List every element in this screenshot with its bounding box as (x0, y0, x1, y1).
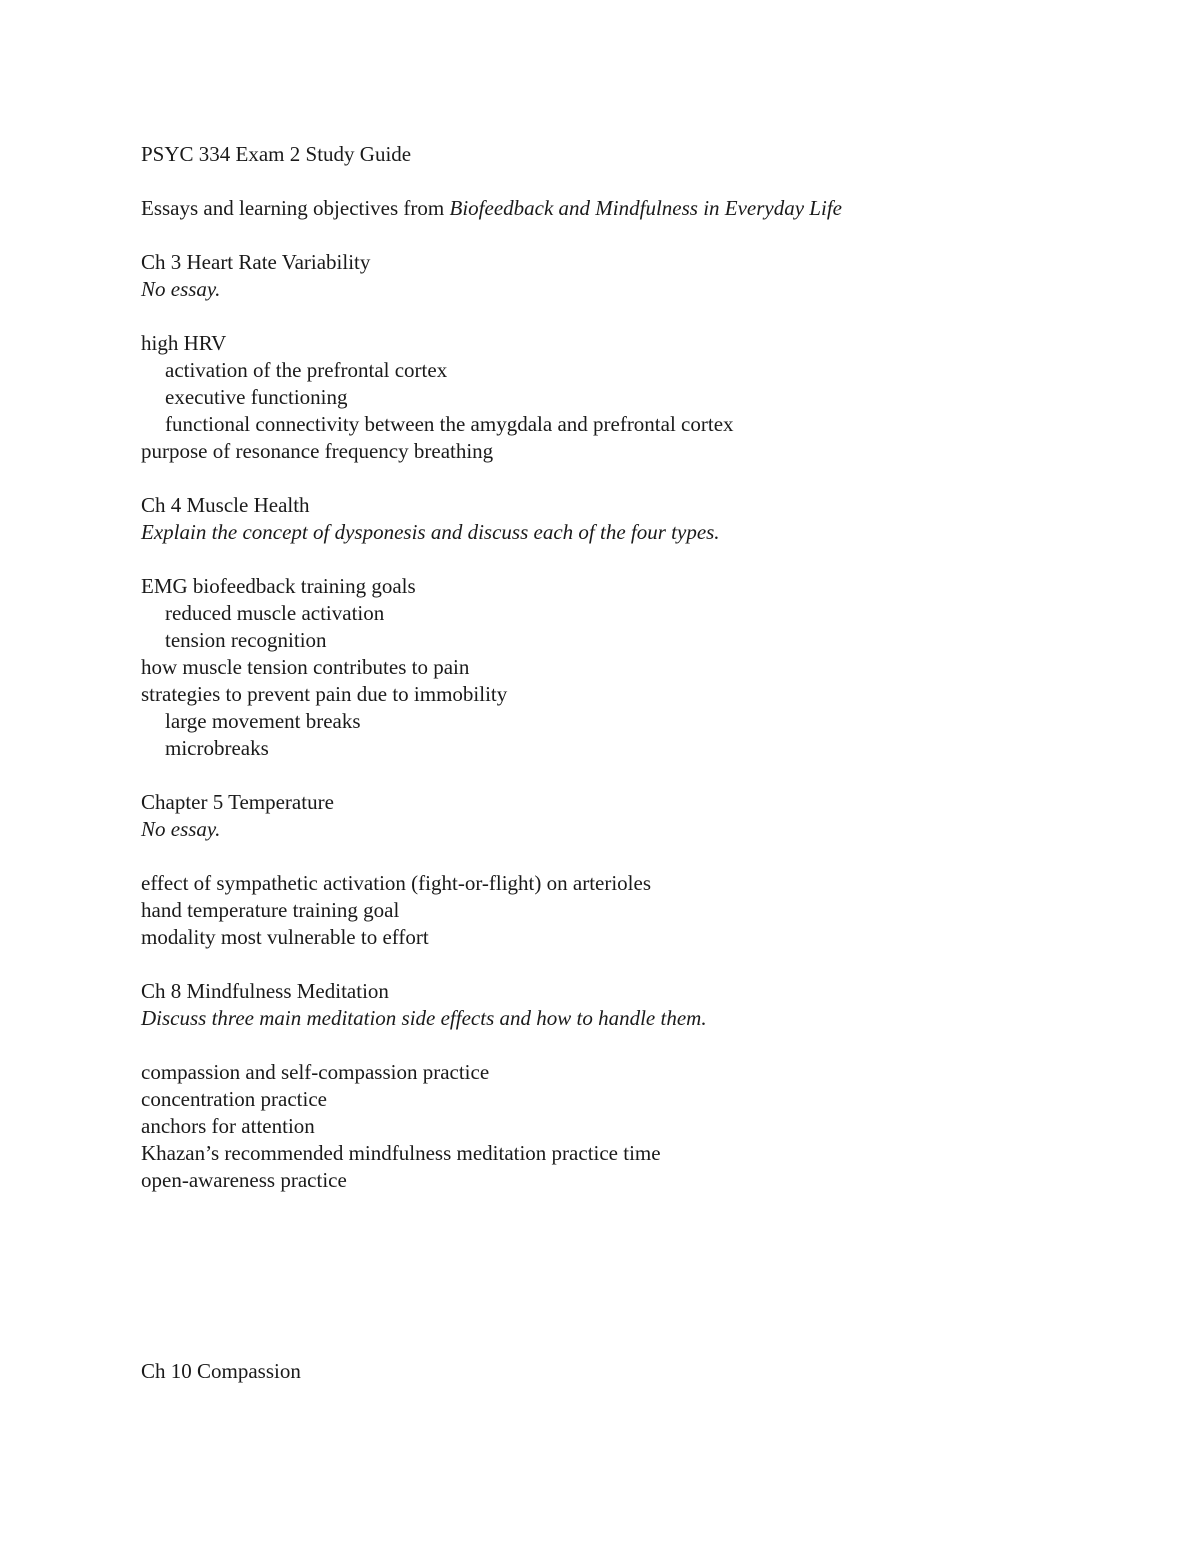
essay-prompt: No essay. (141, 817, 221, 841)
spacer (141, 546, 1121, 573)
objective-item: concentration practice (141, 1087, 327, 1111)
document-body (141, 141, 1121, 1194)
objective-item: high HRV (141, 331, 227, 355)
objective-item: compassion and self-compassion practice (141, 1060, 490, 1084)
document-title: PSYC 334 Exam 2 Study Guide (141, 142, 412, 166)
intro-prefix: Essays and learning objectives from (141, 196, 450, 220)
section-heading: Ch 4 Muscle Health (141, 493, 310, 517)
objective-item: effect of sympathetic activation (fight-or-flight) on arterioles (141, 871, 651, 895)
spacer (141, 843, 1121, 870)
objective-item: hand temperature training goal (141, 898, 400, 922)
objective-subitem: large movement breaks (165, 709, 361, 733)
spacer (141, 951, 1121, 978)
objective-item: purpose of resonance frequency breathing (141, 439, 494, 463)
section-heading: Ch 8 Mindfulness Meditation (141, 979, 389, 1003)
book-title: Biofeedback and Mindfulness in Everyday Life (449, 196, 842, 220)
sections-container (141, 249, 1121, 1194)
section-heading: Chapter 5 Temperature (141, 790, 334, 814)
spacer (141, 762, 1121, 789)
objective-item: anchors for attention (141, 1114, 315, 1138)
section-heading-ch10: Ch 10 Compassion (141, 1359, 301, 1383)
spacer (141, 168, 1121, 195)
spacer (141, 303, 1121, 330)
spacer (141, 465, 1121, 492)
spacer (141, 222, 1121, 249)
objective-subitem: functional connectivity between the amygdala and prefrontal cortex (165, 412, 734, 436)
objective-item: strategies to prevent pain due to immobility (141, 682, 508, 706)
objective-item: EMG biofeedback training goals (141, 574, 416, 598)
section-heading: Ch 3 Heart Rate Variability (141, 250, 371, 274)
objective-subitem: tension recognition (165, 628, 327, 652)
objective-item: open-awareness practice (141, 1168, 347, 1192)
essay-prompt: Discuss three main meditation side effects and how to handle them. (141, 1006, 707, 1030)
essay-prompt: No essay. (141, 277, 221, 301)
intro-line (141, 195, 1121, 222)
objective-subitem: reduced muscle activation (165, 601, 385, 625)
objective-subitem: activation of the prefrontal cortex (165, 358, 448, 382)
objective-item: how muscle tension contributes to pain (141, 655, 470, 679)
objective-subitem: microbreaks (165, 736, 269, 760)
objective-item: Khazan’s recommended mindfulness meditation practice time (141, 1141, 661, 1165)
spacer (141, 1032, 1121, 1059)
objective-item: modality most vulnerable to effort (141, 925, 429, 949)
essay-prompt: Explain the concept of dysponesis and discuss each of the four types. (141, 520, 720, 544)
objective-subitem: executive functioning (165, 385, 348, 409)
